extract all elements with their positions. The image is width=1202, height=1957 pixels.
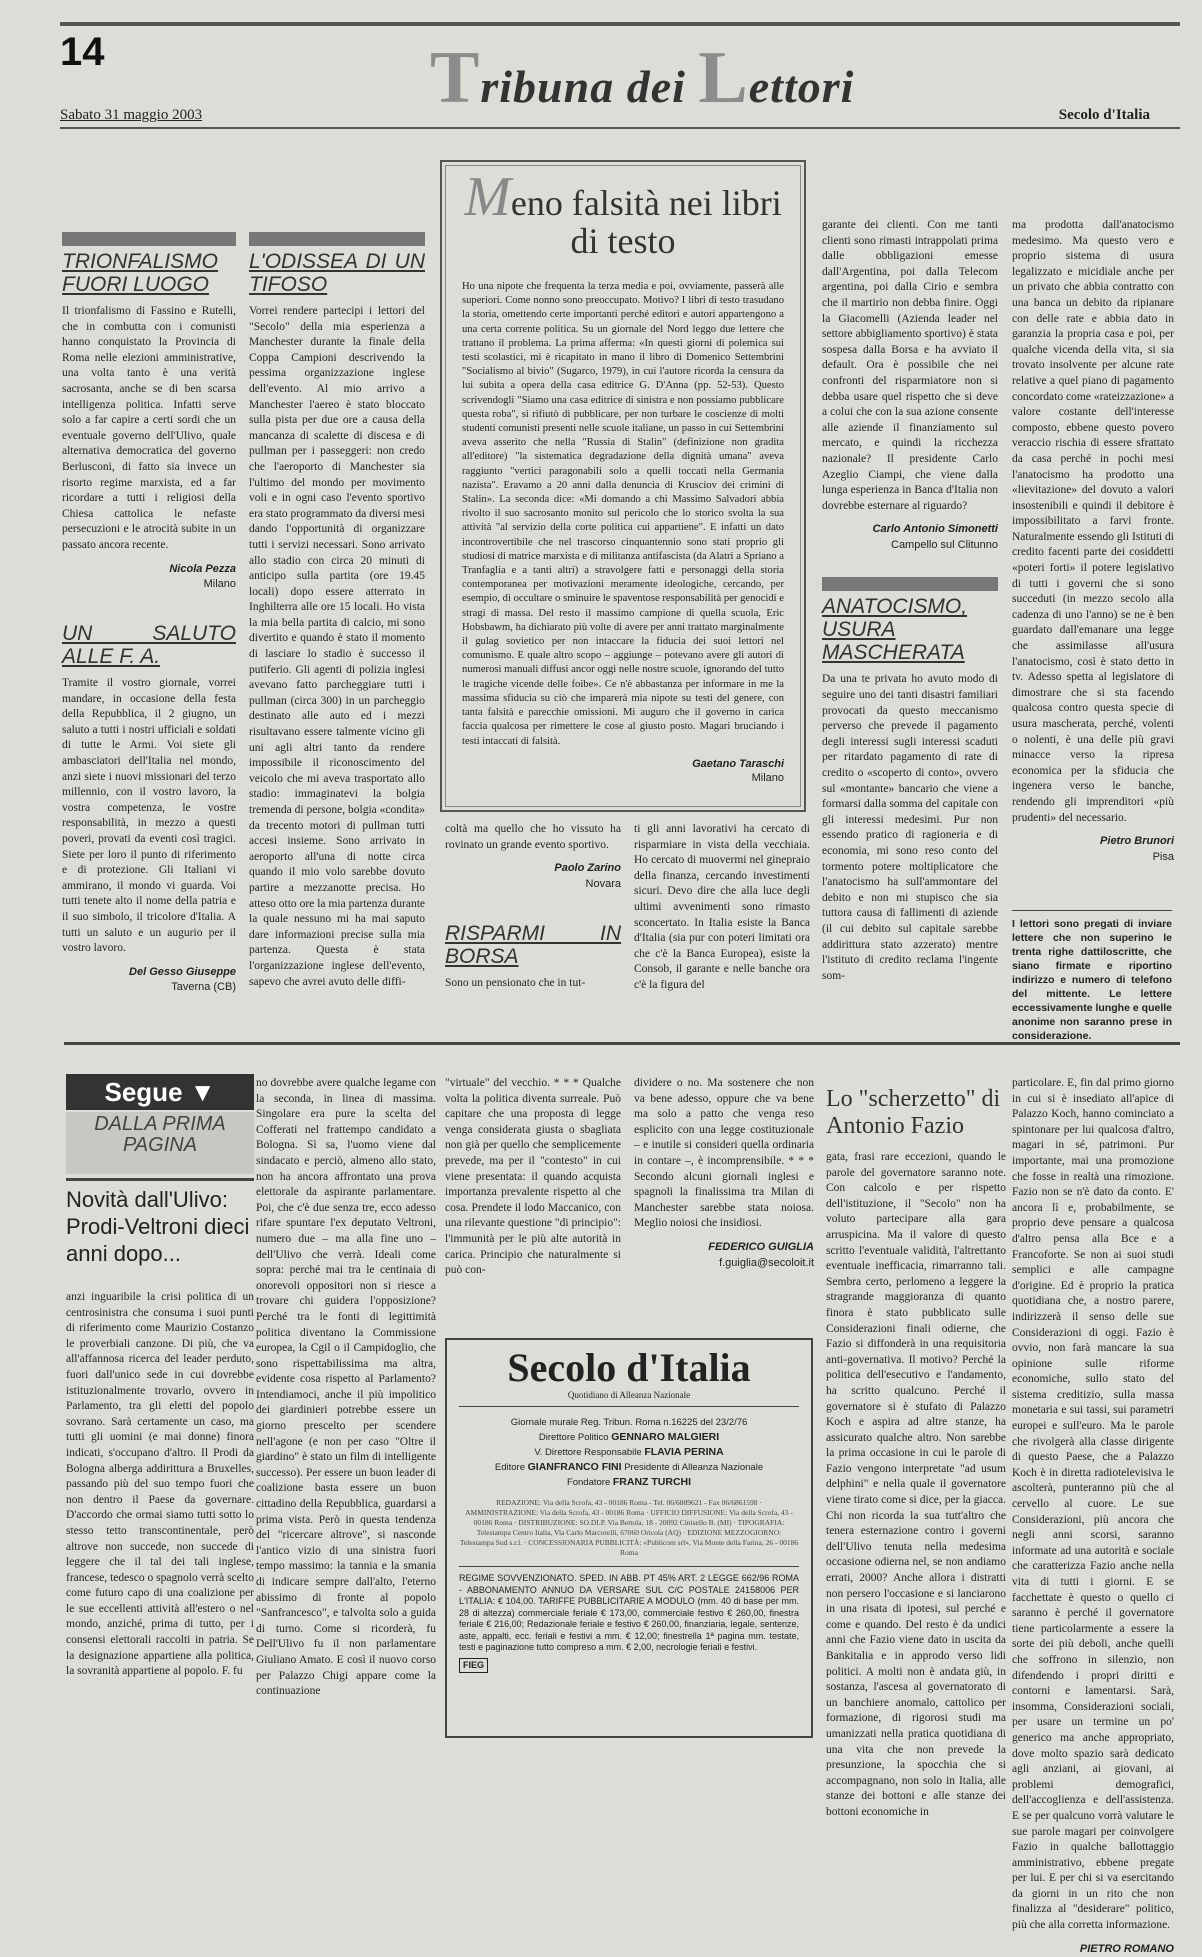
newspaper-masthead-box: [445, 1338, 813, 1738]
letter-body-cont: ma prodotta dall'anatocismo medesimo. Ma questo vero e proprio sistema di usura legalizzato e micidiale anche per un privato che abbia contratto con una banca un debito da ripianare con delle rate e abbia dato in garanzia la propria casa e poi, per qualche vicenda della vita, si sia trovato insolvente per alcune rate relative a quel piano di pagamento concordato come «rateizzazione» a valore costante dell'interesse composto, ebbene questo povero veraccio rischia di essere sfrattato da casa perché in pochi mesi l'anatocismo ha prodotto una «lievitazione» del dovuto a valori insostenibili e quindi il debitore è impossibilitato a farvi fronte. Naturalmente essendo gli Istituti di credito facenti parte dei cosiddetti «poteri forti» il potere legislativo di tutti i governi che si sono succeduti (in mezzo secolo alla cadenza di uno l'anno) se ne è ben guardato dall'emanare una legge che assimilasse all'usura l'anatocismo, così è stato detto in tv. Adesso spetta al legislatore di dimostrare che si sta facendo qualcosa contro questa specie di usura mascherata, perché, volenti o nolenti, è una delle più gravi minacce verso la ripresa economica per la sfiducia che ingenera verso le banche, rendendo gli imprenditori «più prudenti» del necessario.: [1012, 219, 1174, 824]
fazio-col-1: [826, 1150, 1006, 1818]
letter-signature: Pietro Brunori: [1100, 835, 1174, 848]
segue-text: no dovrebbe avere qualche legame con la seconda, in linea di massima. Singolare era pure la scelta del Cofferati nel frattempo candidato a Bologna. Sì sa, l'uomo viene dal sindacato e perciò, almeno allo stato, non ha ancora affrontato una prova elettorale da aspirante parlamentare. Poi, che c'è due senza tre, ecco adesso rifare spuntare l'ex deputato Veltroni, numero due – ma alla fine uno – dell'Ulivo che verrà. Ideali come sopra: perché mai tra le centinaia di onorevoli oppositori non si riesce a trovare chi guidera l'opposizione? Perché tra le fonti di legittimità politica diventano la Commissione europea, la Cgil o il Campidoglio, che sono rispettabilissima ma altra, evidente cosa rispetto al Parlamento? Intendiamoci, anche il più impolitico dei giardinieri potrebbe essere un giorno prescelto per scendere nell'agone (e non per caso "Oltre il giardino" è stato un film di intelligente successo). Per essere un buon leader di coalizione basta essere un buon cittadino della Repubblica, guardarsi a prima vista. Però in questa tendenza del "ricercare altrove", si nasconde l'antico vizio di una sinistra fuori tempo massimo: la tannia e la smania di indicare sempre dall'alto, l'eterno abissimo di fronte al popolo "Sanfrancesco", e talvolta solo a guida di turno. Come si ricorderà, fu Dell'Ulivo fu il non parlamentare Giuliano Amato. E così il nuovo corso per Palazzo Chigi appare come la continuazione: [256, 1077, 436, 1698]
editor-name: GIANFRANCO FINI: [527, 1461, 622, 1473]
issue-date: Sabato 31 maggio 2003: [60, 107, 203, 123]
letter-place: Milano: [751, 771, 784, 784]
headline-bar: [62, 232, 236, 246]
featured-letter-title: [462, 166, 784, 261]
segue-banner: Segue ▼: [66, 1074, 254, 1110]
fazio-col-2: [1012, 1076, 1174, 1955]
letter-place: Milano: [203, 578, 236, 591]
letter-body: Tramite il vostro giornale, vorrei mandare, in occasione della festa della Repubblica, il 2 giugno, un saluto a tutti i nostri ufficiali e soldati di tutte le Armi. Voi siete gli ambasciatori dell'Italia nel mondo, anzi siete i nuovi missionari del terzo millennio, con il vostro lavoro, la vostra competenza, le vostre responsabilità, in mezzo a questi poveri, provati da eventi così tragici. Siete per loro il punto di riferimento e di protezione. Gli Italiani vi ammirano, il mondo vi guarda. Voi tutti tenete alto il nome della patria e il suo simbolo, il tricolore d'Italia. A tutti un saluto e un augurio per il vostro lavoro.: [62, 677, 236, 955]
letter-body-tail: coltà ma quello che ho vissuto ha rovinato un grande evento sportivo.: [445, 823, 621, 851]
letter-title: L'ODISSEA DI UN TIFOSO: [249, 250, 425, 296]
fine-print: REDAZIONE: Via della Scrofa, 43 - 00186 Roma - Tel. 06/6889621 - Fax 06/6861598 · AMMINISTRAZIONE: Via della Scrofa, 43 - 00186 Roma · UFFICIO DIFFUSIONE: Via della Scrofa, 43 - 00186 Roma · DISTRIBUZIONE: SO.DI.P. Via Bettola, 18 - 20092 Cinisello B. (MI) · TIPOGRAFIA: Telestampa Centro Italia, Via Carlo Marcorelli, 67060 Oricola (AQ) · EDIZIONE MEZZOGIORNO: Telestampa Sud s.r.l. · CONCESSIONARIA PUBBLICITÀ: «Publicom srl», Via Monte della Farina, 26 - 00186 Roma: [459, 1498, 799, 1557]
date-rule: [60, 127, 1180, 129]
headline-bar: [822, 577, 998, 591]
letter-signature: Carlo Antonio Simonetti: [872, 523, 998, 536]
staff-list: [459, 1415, 799, 1490]
letter-body: garante dei clienti. Con me tanti clienti sono rimasti intrappolati prima dalle obbligazioni emesse dall'Argentina, poi dalla Telecom argentina, poi dalla Cirio e sembra che il martirio non debba finire. Oggi la Giacomelli (Azienda leader nel settore abbigliamento sportivo) è stata sospesa dalla Borsa e ha avviato il default. Ora è possibile che nei confronti del risparmiatore non si debba usare quel rispetto che si deve a colui che con la sua azione consente alle aziende il finanziamento sul mercato, e quindi la ricchezza nazionale? Il presidente Carlo Azeglio Ciampi, che viene dalla lunga esperienza in Banca d'Italia non dovrebbe esternare al riguardo?: [822, 219, 998, 512]
vice-name: FLAVIA PERINA: [644, 1446, 724, 1458]
letter-place: Taverna (CB): [171, 981, 236, 994]
letter-trionfalismo: [62, 232, 236, 608]
letter-title: UN SALUTO ALLE F. A.: [62, 622, 236, 668]
letter-signature: Gaetano Taraschi: [692, 757, 784, 770]
page-number: 14: [60, 30, 105, 74]
regime-text: REGIME SOVVENZIONATO. SPED. IN ABB. PT 45% ART. 2 LEGGE 662/96 ROMA - ABBONAMENTO ANNUO DA VERSARE SUL C/C POSTALE 24158006 PER L'ITALIA: € 104,00. TARIFFE PUBBLICITARIE A MODULO (mm. 40 di base per mm. 28 di altezza) commerciale feriale € 173,00, commerciale festivo € 260,00, finestra feriale € 216,00; Redazionale feriale e festivo € 260,00, finanziaria, legale, sentenze, aste, appalti, ecc. feriali e festivi a mm. € 12,00; finestrella 1ª pagina mm. testate, testi e paginazione tutto compreso a mm. € 2,00, necrologie feriali e festivi.: [459, 1573, 799, 1652]
letter-body: Vorrei rendere partecipi i lettori del "Secolo" della mia esperienza a Manchester durante la finale della Coppa Campioni descrivendo la pessima organizzazione inglese dell'evento. Al mio arrivo a Manchester l'aereo è stato bloccato sulla pista per due ore a causa della mancanza di scalette di discesa e di pullman per i passeggeri: non credo che l'aeroporto di Manchester sia l'ultimo del mondo per movimento voli e in ogni caso l'evento sportivo era stato programmato da diversi mesi dando l'opportunità di organizzare tutti i servizi necessari. Sono arrivato allo stadio con circa 20 minuti di anticipo sulla partita (ore 19.45 locali) dopo essere atterrato in Inghilterra alle ore 15 locali. Ho vista la mia bella partita di calcio, mi sono divertito e quando è stato il momento di lasciare lo stadio è successo il putiferio. Gli agenti di polizia inglesi avevano fatto parcheggiare tutti i pullman (circa 300) in un parcheggio destinato alle auto ed i mezzi risultavano essere talmente vicino gli uni agli altri tanto da rendere impossibile il riconoscimento del veicolo che mi aveva trasportato allo stadio: immaginatevi la bolgia tremenda di persone, bolgia «condita» da trecento motori di pullman tutti accesi insieme. Sono arrivato in aeroporto all'una di notte circa quando il mio volo sarebbe dovuto partire a mezzanotte precisa. Ho atteso otto ore la mia partenza durante la quale nessuno mi ha mai saputo dare informazioni precise sulla mia partenza. Questa è stata l'organizzazione inglese dell'evento, sapevo che avrei avuto delle diffi-: [249, 305, 425, 988]
author-signature: FEDERICO GUIGLIA: [708, 1240, 814, 1253]
letter-title: RISPARMI IN BORSA: [445, 922, 621, 969]
submission-notice: I lettori sono pregati di inviare lettere che non superino le trenta righe dattiloscritte, che siano firmate e riportino indirizzo e numero di telefono del mittente. Le lettere eccessivamente lunghe e quelle anonime non saranno prese in considerazione.: [1012, 910, 1172, 1043]
letter-place: Novara: [585, 877, 621, 890]
segue-text: anzi inguaribile la crisi politica di un centrosinistra che consuma i suoi punti di riferimento come Maurizio Costanzo le proverbiali canzone. Di più, che va all'affannosa ricerca del leader perduto, fuori dall'unico sede in cui dovrebbe istituzionalmente trovarlo, ovvero in Parlamento, tra gli eletti del popolo sovrano. Sarà certamente un caso, ma tutti gli uomini (e mai donne) finora indicati, s'occupano d'altro. Il Prodi da Bologna alberga addirittura a Bruxelles, passando più del suo tempo fuori che non dentro il Paese da governare. D'accordo che ormai siamo tutti sotto lo stesso tetto transcontinentale, però altrove non succede, non succede di leggere che il tal dei tali inglese, francese, tedesco o spagnolo verrà scelto come futuro capo di una coalizione per le sue eccellenti attività all'estero o nel mondo, anziché, prima di tutto, per i consensi elettorali raccolti in patria. Se la designazione appartiene alla politica, la sovranità appartiene al popolo. F. fu: [66, 1291, 254, 1678]
author-signature: PIETRO ROMANO: [1079, 1942, 1174, 1955]
registration: Giornale murale Reg. Tribun. Roma n.16225 del 23/2/76: [510, 1417, 748, 1428]
masthead-initial-t: T: [430, 37, 481, 119]
founder-label: Fondatore: [566, 1477, 611, 1488]
letter-anatocismo-cont: [1012, 218, 1174, 898]
top-rule: [60, 22, 1180, 26]
dalla-prima-pagina: DALLA PRIMA PAGINA: [66, 1112, 254, 1174]
headline-bar: [249, 232, 425, 246]
segue-text: "virtuale" del vecchio. * * * Qualche volta la politica diventa surreale. Può capitare che una proposta di legge venga considerata giusta o sbagliata non già per quello che semplicemente prevede, ma per il "contesto" in cui viene presentata: il quando acquista importanza prevalente rispetto al che cosa. Prendete il lodo Maccanico, con una rilevante questione "di principio": l'immunità per le più alte autorità in carica. Principio che naturalmente si può con-: [445, 1077, 621, 1277]
editor-label: Editore: [494, 1462, 525, 1473]
segue-rule: [66, 1178, 254, 1181]
editor-role: Presidente di Alleanza Nazionale: [624, 1462, 764, 1473]
letter-body-cont: ti gli anni lavorativi ha cercato di risparmiare in vista della vecchiaia. Ho cercato di muovermi nel ginepraio della finanza, cercando investimenti sicuri. Devo dire che alla luce degli ultimi avvenimenti sono rimasto sconcertato. In Italia esiste la Banca d'Italia (sia pur con poteri limitati ora che c'è la Banca Europea), esiste la Consob, il garante e nelle banche ora c'è la figura del: [634, 823, 810, 991]
letter-odissea-tail: [445, 822, 621, 1022]
director-label: Direttore Politico: [538, 1432, 609, 1443]
masthead-mid: ribuna dei: [480, 61, 699, 112]
vice-label: V. Direttore Responsabile: [534, 1447, 642, 1458]
segue-col-3: [445, 1076, 621, 1326]
newspaper-subtitle: Quotidiano di Alleanza Nazionale: [459, 1390, 799, 1407]
segue-col-4: [634, 1076, 814, 1326]
letter-garante-anatocismo: [822, 218, 998, 1018]
featured-letter-body: Ho una nipote che frequenta la terza media e poi, ovviamente, passerà alle superiori. Come nonno sono preoccupato. Motivo? I libri di testo trasudano la storia, omettendo certe importanti perché editori e autori appartengono a una certa corrente politica. Su un giornale del Nord leggo due lettere che trattano il problema. La prima afferma: «In questi giorni di polemica sui testi scolastici, mi è ricapitato in mano il libro di Domenico Settembrini "Socialismo al bivio" (Sugarco, 1979), in cui l'autore ricorda la censura da lui subita a opera della casa editrice G. D'Anna (pp. 52-53). Questo scrivendogli "Siamo una casa editrice di sinistra e non possiamo pubblicare questa roba", si rifiutò di pubblicare, per non turbare le coscienze di molti studenti comunisti presenti nelle scuole italiane, un passo in cui Settembrini aveva asserito che nella "Russia di Stalin" (definizione non gradita all'editore) "la sistematica degradazione della dignità umana" aveva raggiunto "vertici paragonabili solo a quelli toccati nella Germania nazista". Eravamo a 20 anni dalla denuncia di Krusciov dei crimini di Stalin». La seconda dice: «Mi domando a chi Massimo Salvadori abbia rivolto il suo sacrosanto monito sul pericolo che lo storico svolta la sua attività "al servizio della corte politica cui appartiene". E infatti un dato incontrovertibile che nel trascorso cinquantennio sono stati proprio gli studiosi di matrice marxista e di militanza antifascista (da Alatri a Spriano a Tranfaglia e a tanti altri) a stravolgere fatti e personaggi della storia contemporanea per motivazioni meramente ideologiche, cercando, per esempio, di occultare o sminuire le spaventose responsabilità per genocidi e stragi di massa. Del resto il massimo campione di quella scuola, Eric Hobsbawm, ha dichiarato più volte di avere per anni trattato marginalmente il gulag sovietico per non intaccare la fiducia dei suoi lettori nel comunismo. E quale altro scopo – aggiunge – potevano avere gli autori di numerosi manuali diffusi ancor oggi nelle nostre scuole, ignorando del tutto le tragiche vicende delle foibe». Ce n'è abbastanza per informare in me la massima sfiducia su ciò che imparerà mia nipote su testi del genere, con tanta falsità e parecchie omissioni. Mi auguro che il governo in carica faccia qualcosa per rimettere le cose al giusto posto. Magari bruciando i testi intaccati di falsità.: [462, 281, 784, 747]
section-divider: [64, 1042, 1180, 1045]
letter-saluto: [62, 622, 236, 1022]
fazio-text: gata, frasi rare eccezioni, quando le parole del governatore saranno note. Con calcolo e per rispetto dell'istituzione, il "Secolo" non ha voluto partecipare alla gara arruspicina. Ma il valore di questo scritto l'eventuale validità, l'altrettanto eventuale inefficacia, rimarranno tali. Sembra certo, perlomeno a leggere la stragrande maggioranza di quanto finora è stato pubblicato sulle Considerazioni finali odierne, che Fazio si diffonderà in una requisitoria anti-governativa. Il motivo? Perché la politica dell'esecutivo e l'andamento, ha scritto qualcuno. Perché il governatore si è stufato di Palazzo Koch e aspira ad altre stanze, ha assicurato qualche altro. Non sarebbe la prima occasione in cui le parole di Fazio vengono interpretate "ad usum delphini" e nella quale il governatore viene tirato come si dice, per la giacca. Chi non ricorda la sua tutt'altro che tenera esternazione contro i governi dell'Ulivo tenuta nella medesima occasione odierna nel, se non andiamo errati, 2000? Anche allora i distratti non persero l'occasione e si lanciarono in una risata di ipotesi, sul perché e come e quando. Del resto è da undici anni che Fazio viene dato in uscita da Bankitalia e in approdo verso lidi politici. A molti non è andata giù, in sostanza, l'ascesa al governatorato di un banchiere anomalo, cattolico per formazione, di rigorosi studi ma umanizzati nella pratica quotidiana di una vita che non prevede la presunzione, la spocchia che si accompagnano, non solo in Italia, alle stanze dei bottoni e alle stanze dei bottoni economiche in: [826, 1151, 1006, 1818]
letter-body: Sono un pensionato che in tut-: [445, 977, 586, 990]
letter-title: ANATOCISMO, USURA MASCHERATA: [822, 595, 968, 665]
newspaper-logo: Secolo d'Italia: [507, 1345, 751, 1390]
section-masthead: [430, 36, 854, 121]
founder-name: FRANZ TURCHI: [612, 1476, 692, 1488]
fazio-headline: Lo "scherzetto" di Antonio Fazio: [826, 1086, 1001, 1139]
letter-title: TRIONFALISMO FUORI LUOGO: [62, 250, 218, 296]
segue-col-2: [256, 1076, 436, 1746]
letter-risparmi-cont: [634, 822, 810, 1022]
brand-name: Secolo d'Italia: [1058, 107, 1150, 123]
segue-col-1: [66, 1290, 254, 1745]
masthead-end: ettori: [748, 61, 855, 112]
letter-odissea: [249, 232, 425, 1022]
masthead-initial-l: L: [698, 37, 749, 119]
letter-body: Il trionfalismo di Fassino e Rutelli, che in combutta con i comunisti hanno conquistato la Provincia di Roma nelle elezioni amministrative, una volta tanto è una verità sacrosanta, anche se di ben scarsa intelligenza politica. Infatti serve solo a far capire a certi sordi che un eventuale governo dell'Ulivo, quale alternativa democratica del governo Berlusconi, di fatto sia invece un risorto regime marxista, ed a far ricordare a tutti i religiosi della Chiesa cattolica le nefaste persecuzioni e le atrocità subite in un passato ancora recente.: [62, 305, 236, 551]
segue-text: dividere o no. Ma sostenere che non va bene adesso, oppure che va bene ma solo a patto che venga reso esplicito con una legge costituzionale – e inutile si consideri quella ordinaria in contare –, è incomprensibile. * * * Secondo alcuni giornali inglesi e spagnoli la finalissima tra Milan di Manchester sarebbe stata noiosa. Meglio noiosi che insidiosi.: [634, 1077, 814, 1230]
fazio-text: particolare. E, fin dal primo giorno in cui si è insediato all'apice di Palazzo Koch, hanno cominciato a spintonare per lui qualcosa d'altro, magari in sé, patrimoni. Pur importante, mai una promozione che fosse in realtà una rimozione. Fazio non se n'è dato da conto. E' ancora lì e, probabilmente, se proprio deve pensare a qualcosa d'altro pensa alla Bce e a Francoforte. Se non ai suoi studi semplici e alle campagne d'origine. Ed è proprio la pratica quotidiana che, a nostro parere, indirizzerà il senso delle sue Considerazioni di oggi. Fazio è ovvio, non farà mancare la sua opinione sulle riforme economiche, sullo stato del sistema creditizio, sulla massa monetaria e sui tassi, sui parametri europei e sull'euro. Ma le parole che rivolgerà alla classe dirigente di questo Paese, che a Palazzo Koch è in diretta radiotelevisiva le ascolterà, punteranno più che al cervello al cuore. Le sue Considerazioni, più ancora che negli anni scorsi, saranno informate ad una autorità e sociale che caratterizza Fazio anche nella vita di tutti i giorni. E se facchettate è questo o quello ci saranno è perché il governatore tiene particolarmente a essere la sorte dei più deboli, anche quelli che soffrono in silenzio, non difendendo i propri diritti e contorni e lamentarsi. Sarà, insomma, Considerazioni sociali, per usare un termine un po' generico ma anche appropriato, dove molto spazio sarà dedicato agli anziani, ai giovani, ai problemi demografici, dell'accoglienza e dell'assistenza. E se per qualcuno vorrà valutare le sue parole magari per coinvolgere Fazio in qualche ballottaggio amministrativo, ebbene pregate per lui. E per chi si va esercitando da giorni in un rito che non finalizza al "desiderare" politico, più che alla corretta informazione.: [1012, 1077, 1174, 1932]
letter-signature: Nicola Pezza: [169, 562, 236, 575]
letter-signature: Paolo Zarino: [554, 862, 621, 875]
letter-place: Campello sul Clitunno: [891, 538, 998, 551]
title-rest: eno falsità nei libri di testo: [510, 183, 782, 261]
letter-signature: Del Gesso Giuseppe: [129, 965, 236, 978]
prodi-headline: Novità dall'Ulivo: Prodi-Veltroni dieci anni dopo...: [66, 1187, 250, 1266]
featured-letter-box: [440, 160, 806, 812]
author-email: f.guiglia@secoloit.it: [719, 1256, 814, 1269]
subscription-terms: [459, 1566, 799, 1673]
letter-body: Da una te privata ho avuto modo di seguire uno dei tanti disastri familiari provocati da questo meccanismo perverso che prevede il pagamento degli interessi sugli interessi scaduti per ritardato pagamento di rate di credito o «scoperto di conto», ovvero sul «montante» bancario che viene a formarsi dalla somma del capitale con gli interessi medesimi. Pur non essendo pratico di ragioneria e di economia, mi sono reso conto del tormento potere moltiplicatore che l'anatocismo ha sull'ammontare del debito e non mi stupisco che sia tuttora causa di fallimenti di aziende (il cui debito sul capitale sarebbe addirittura stato azzerato) mentre l'istituto di credito reclama l'ingente som-: [822, 673, 998, 982]
letter-place: Pisa: [1152, 850, 1174, 863]
director-name: GENNARO MALGIERI: [611, 1431, 720, 1443]
title-initial: M: [464, 166, 511, 228]
fieg-logo: FIEG: [459, 1658, 488, 1674]
